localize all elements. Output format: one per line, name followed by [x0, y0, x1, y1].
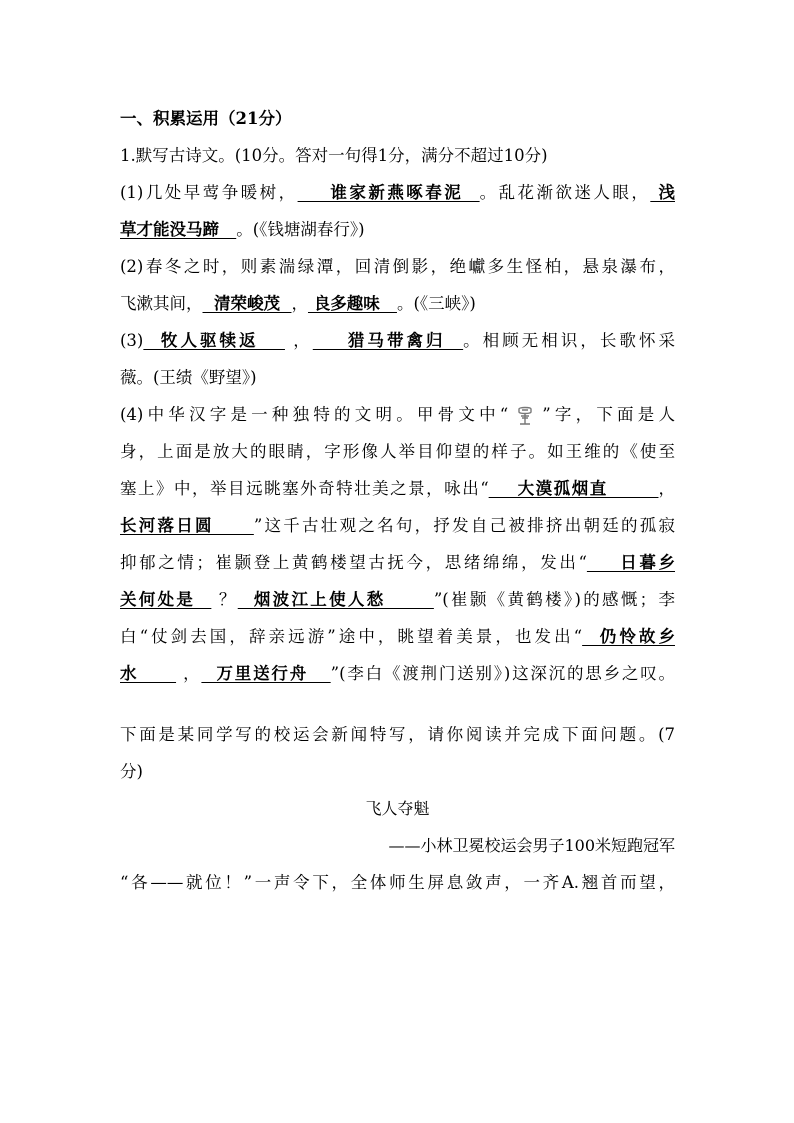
question-1-1-line-2 [120, 211, 675, 248]
question-1-1-line-1 [120, 174, 675, 211]
question-1-4-line-8 [120, 655, 675, 692]
text: ， [284, 331, 313, 350]
answer-blank: 牧人驱犊返 [143, 331, 285, 350]
text: ？ [211, 590, 238, 609]
article-title: 飞人夺魁 [365, 799, 430, 818]
text: 飞漱其间， [120, 294, 203, 313]
question-1-4-line-7 [120, 618, 675, 655]
text: 。(《钱塘湖春行》) [236, 220, 365, 239]
text: 抑郁之情；崔颢登上黄鹤楼望古抚今，思绪绵绵，发出“ [120, 553, 587, 572]
answer-blank: 万里送行舟 [201, 664, 331, 683]
answer-blank: 烟波江上使人愁 [237, 590, 434, 609]
question-1-3-line-2: 薇。(王绩《野望》) [120, 368, 257, 387]
text: ， [291, 294, 308, 313]
article-body-line-1: “各——就位！”一声令下，全体师生屏息敛声，一齐A.翘首而望， [120, 873, 675, 892]
section-heading: 一、积累运用（21分） [120, 109, 292, 128]
text: 。相顾无相识，长歌怀采 [463, 331, 675, 350]
answer-blank: 谁家新燕啄春泥 [297, 183, 480, 202]
text: 。(《三峡》) [396, 294, 476, 313]
text: ”这千古壮观之名句，抒发自己被排挤出朝廷的孤寂 [253, 516, 675, 535]
answer-blank: 草才能没马蹄 [120, 220, 237, 239]
question-1-4-line-1 [120, 396, 675, 433]
answer-blank: 关何处是 [120, 590, 212, 609]
text: 。乱花渐欲迷人眼， [479, 183, 651, 202]
answer-blank: 猎马带禽归 [312, 331, 464, 350]
text: (4)中华汉字是一种独特的文明。甲骨文中“ [120, 405, 509, 424]
text: ”(崔颢《黄鹤楼》)的感慨；李 [433, 590, 675, 609]
question-1-2-line-1: (2)春冬之时，则素湍绿潭，回清倒影，绝巘多生怪柏，悬泉瀑布， [120, 257, 675, 276]
question-1-4-line-2: 身，上面是放大的眼睛，字形像人举目仰望的样子。如王维的《使至 [120, 442, 675, 461]
question-1-4-line-3 [120, 470, 675, 507]
answer-blank: 清荣峻茂 [202, 294, 292, 313]
answer-blank: 大漠孤烟直 [488, 479, 659, 498]
text: ”(李白《渡荆门送别》)这深沉的思乡之叹。 [330, 664, 675, 683]
text: ”字，下面是人 [542, 405, 675, 424]
oracle-bone-wang-character-icon [508, 406, 542, 426]
question-1-2-line-2 [120, 285, 675, 322]
answer-blank: 长河落日圆 [120, 516, 254, 535]
answer-blank: 浅 [650, 183, 675, 202]
text: (1)几处早莺争暖树， [120, 183, 298, 202]
question-1-instructions: 1.默写古诗文。(10分。答对一句得1分，满分不超过10分) [120, 146, 548, 165]
question-1-3-line-1 [120, 322, 675, 359]
answer-blank: 仍怜故乡 [582, 627, 675, 646]
answer-blank: 良多趣味 [307, 294, 397, 313]
document-content [120, 100, 675, 901]
spacer [120, 692, 675, 716]
question-1-4-line-6 [120, 581, 675, 618]
text: ， [658, 479, 675, 498]
text: (3) [120, 331, 144, 350]
question-2-intro-line-1: 下面是某同学写的校运会新闻特写，请你阅读并完成下面问题。(7 [120, 725, 675, 744]
text: 白“仗剑去国，辞亲远游”途中，眺望着美景，也发出“ [120, 627, 583, 646]
text: 塞上》中，举目远眺塞外奇特壮美之景，咏出“ [120, 479, 489, 498]
answer-blank: 日暮乡 [586, 553, 675, 572]
article-subtitle: ——小林卫冕校运会男子100米短跑冠军 [388, 836, 675, 855]
question-1-4-line-5 [120, 544, 675, 581]
question-2-intro-line-2: 分) [120, 762, 143, 781]
question-1-4-line-4 [120, 507, 675, 544]
answer-blank: 水 [120, 664, 177, 683]
text: ， [176, 664, 202, 683]
